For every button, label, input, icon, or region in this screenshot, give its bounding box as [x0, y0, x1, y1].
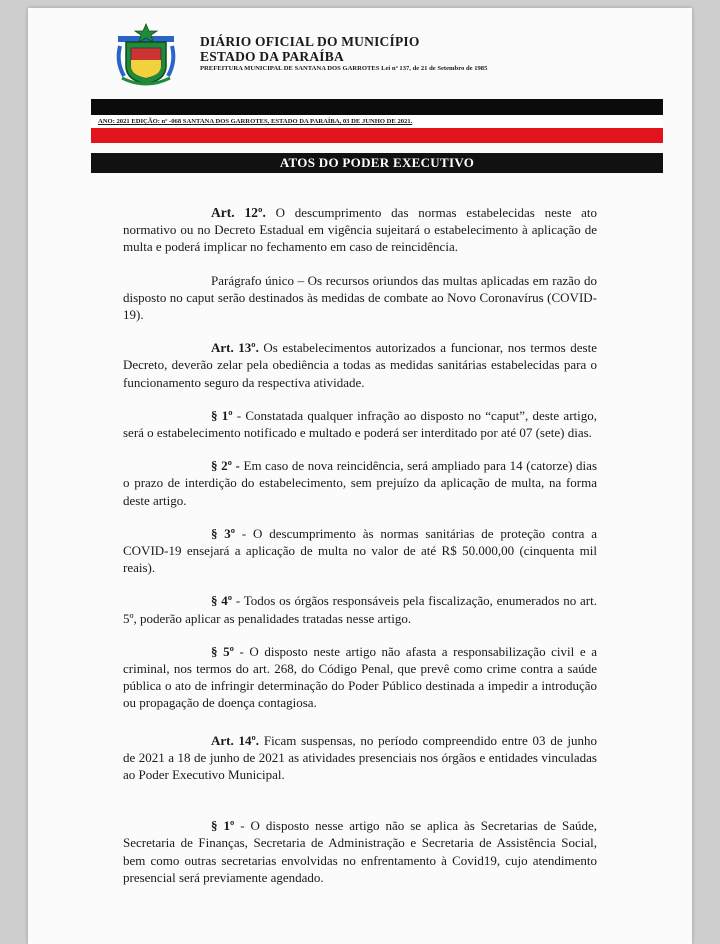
paragraph-lead: § 4º — [211, 593, 233, 609]
paragraph-text: - Constatada qualquer infração ao disposto no “caput”, deste artigo, será o estabelecimento notificado e multado e poderá ser interditado por até 07 (sete) dias. — [123, 407, 597, 441]
prefecture-subtitle: PREFEITURA MUNICIPAL DE SANTANA DOS GARROTES Lei nº 137, de 21 de Setembro de 1985 — [200, 65, 488, 72]
paragraph-text: Ficam suspensas, no período compreendido entre 03 de junho de 2021 a 18 de junho de 2021 as atividades presenciais nos órgãos e entidades vinculadas ao Poder Executivo Municipal. — [123, 732, 597, 783]
paragraph-lead: § 1º — [211, 818, 235, 834]
section-title: ATOS DO PODER EXECUTIVO — [91, 153, 663, 173]
paragraph-text: O descumprimento das normas estabelecidas neste ato normativo ou no Decreto Estadual em vigência sujeitará o estabelecimento à aplicação de multa e poderá implicar no fechamento em caso de reincidência. — [123, 205, 597, 255]
paragraph-lead: § 2º - — [211, 458, 240, 474]
paragraph-art-13-s4 — [123, 592, 597, 626]
paragraph-lead: § 1º — [211, 407, 233, 423]
paragraph-text: Parágrafo único – Os recursos oriundos das multas aplicadas em razão do disposto no caput serão destinados às medidas de combate ao Novo Coronavírus (COVID-19). — [123, 272, 597, 323]
red-band — [91, 128, 663, 143]
paragraph-text: - Todos os órgãos responsáveis pela fiscalização, enumerados no art. 5º, poderão aplicar as penalidades tratadas nesse artigo. — [123, 593, 597, 626]
edition-line: ANO: 2021 EDIÇÃO: nº -068 SANTANA DOS GARROTES, ESTADO DA PARAÍBA, 03 DE JUNHO DE 2021. — [98, 118, 413, 125]
paragraph-art-13 — [123, 339, 597, 391]
paragraph-text: Em caso de nova reincidência, será ampliado para 14 (catorze) dias o prazo de interdição do estabelecimento, sem prejuízo da aplicação de multa, na forma deste artigo. — [123, 458, 597, 508]
gazette-title: DIÁRIO OFICIAL DO MUNICÍPIO — [200, 34, 420, 49]
paragraph-art-13-s1 — [123, 407, 597, 441]
paragraph-art-12 — [123, 204, 597, 256]
paragraph-text: - O disposto neste artigo não afasta a responsabilização civil e a criminal, nos termos do art. 268, do Código Penal, que prevê como crime contra a saúde pública o ato de infringir determinação do Poder Público destinada a impedir a introdução ou propagação de doença contagiosa. — [123, 643, 597, 711]
black-band — [91, 99, 663, 115]
paragraph-art-14 — [123, 732, 597, 784]
paragraph-unico — [123, 272, 597, 324]
paragraph-art-13-s3 — [123, 525, 597, 577]
paragraph-art-14-s1 — [123, 817, 597, 886]
municipal-crest-icon — [112, 22, 180, 88]
paragraph-art-13-s2 — [123, 457, 597, 509]
paragraph-art-13-s5 — [123, 643, 597, 712]
paragraph-lead: Art. 14º. — [211, 732, 260, 748]
paragraph-text: - O disposto nesse artigo não se aplica às Secretarias de Saúde, Secretaria de Finanças, Secretaria de Administração e Secretaria de Assistência Social, bem como outras secretarias envolvidas no enfrentamento à Covid19, cujo atendimento presencial será previamente agendado. — [123, 818, 597, 885]
article-body — [123, 204, 597, 886]
paragraph-text: - O descumprimento às normas sanitárias de proteção contra a COVID-19 ensejará a aplicação de multa no valor de até R$ 50.000,00 (cinquenta mil reais). — [123, 525, 598, 576]
state-title: ESTADO DA PARAÍBA — [200, 49, 344, 64]
document-page — [28, 8, 692, 944]
paragraph-lead: § 5º — [211, 643, 234, 659]
paragraph-lead: Art. 12º. — [211, 205, 266, 220]
paragraph-lead: § 3º — [211, 525, 236, 541]
masthead — [112, 22, 652, 92]
paragraph-lead: Art. 13º. — [211, 340, 259, 356]
paragraph-text: Os estabelecimentos autorizados a funcionar, nos termos deste Decreto, deverão zelar pela obediência a todas as medidas sanitárias estabelecidas para o funcionamento seguro da respectiva atividade. — [123, 340, 597, 390]
